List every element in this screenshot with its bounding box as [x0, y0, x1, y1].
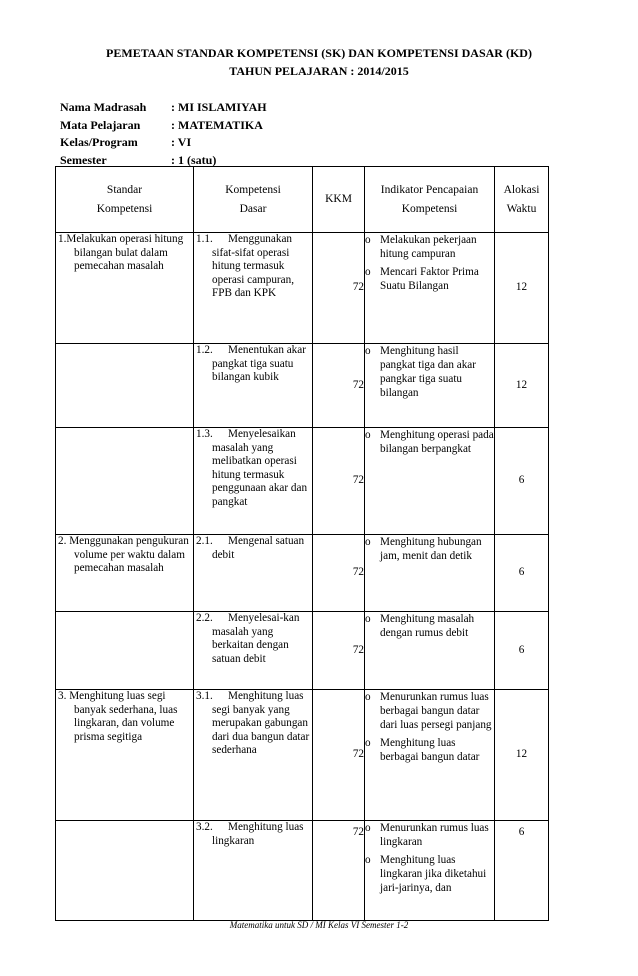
identity-block — [60, 99, 267, 169]
meta-value: : MI ISLAMIYAH — [171, 100, 267, 114]
alokasi-cell: 6 — [495, 612, 549, 690]
indikator-item: o Menghitung luas lingkaran jika diketahui jari-jarinya, dan — [365, 854, 487, 894]
table-row — [56, 428, 549, 535]
indikator-cell — [365, 428, 495, 535]
sk-cell: 2. Menggunakan pengukuran volume per waktu dalam pemecahan masalah — [56, 535, 194, 612]
indikator-item: o Menurunkan rumus luas berbagai bangun datar dari luas persegi panjang — [365, 691, 492, 731]
kd-cell: 2.1. Mengenal satuan debit — [194, 535, 313, 612]
meta-value: : 1 (satu) — [171, 152, 217, 167]
bullet-icon: o — [365, 822, 371, 834]
meta-label: Mata Pelajaran — [60, 117, 141, 132]
indikator-item: o Menghitung operasi pada bilangan berpangkat — [365, 429, 494, 455]
header-indikator: Indikator Pencapaian Kompetensi — [365, 167, 495, 233]
indikator-cell — [365, 344, 495, 428]
title-line-1: PEMETAAN STANDAR KOMPETENSI (SK) DAN KOMPETENSI DASAR (KD) — [106, 46, 532, 60]
indikator-cell — [365, 821, 495, 921]
bullet-icon: o — [365, 266, 371, 278]
sk-cell — [56, 821, 194, 921]
indikator-cell — [365, 233, 495, 344]
header-standar-kompetensi: Standar Kompetensi — [56, 167, 194, 233]
indikator-item: o Mencari Faktor Prima Suatu Bilangan — [365, 266, 479, 292]
indikator-item: o Menghitung luas berbagai bangun datar — [365, 737, 480, 763]
kkm-cell: 72 — [313, 821, 365, 921]
bullet-icon: o — [365, 854, 371, 866]
page-footer: Matematika untuk SD / MI Kelas VI Semester 1-2 — [229, 920, 409, 930]
kd-cell: 1.2. Menentukan akar pangkat tiga suatu bilangan kubik — [194, 344, 313, 428]
alokasi-cell: 6 — [495, 535, 549, 612]
kkm-cell: 72 — [313, 535, 365, 612]
table-row — [56, 612, 549, 690]
table-row — [56, 535, 549, 612]
meta-row-madrasah — [60, 99, 267, 117]
indikator-item: o Menghitung hasil pangkat tiga dan akar pangkar tiga suatu bilangan — [365, 345, 476, 399]
meta-label: Kelas/Program — [60, 135, 138, 149]
sk-cell — [56, 612, 194, 690]
header-kkm: KKM — [313, 167, 365, 233]
header-alokasi-waktu: Alokasi Waktu — [495, 167, 549, 233]
indikator-cell — [365, 690, 495, 821]
kd-cell: 1.1. Menggunakan sifat-sifat operasi hitung termasuk operasi campuran, FPB dan KPK — [194, 233, 313, 344]
indikator-item: o Melakukan pekerjaan hitung campuran — [365, 234, 477, 260]
sk-cell — [56, 344, 194, 428]
sk-cell: 1.Melakukan operasi hitung bilangan bulat dalam pemecahan masalah — [56, 233, 194, 344]
bullet-icon: o — [365, 536, 371, 548]
kd-cell: 3.1. Menghitung luas segi banyak yang merupakan gabungan dari dua bangun datar sederhana — [194, 690, 313, 821]
kkm-cell: 72 — [313, 428, 365, 535]
bullet-icon: o — [365, 613, 371, 625]
alokasi-cell: 12 — [495, 344, 549, 428]
alokasi-cell: 12 — [495, 690, 549, 821]
kd-cell: 2.2. Menyelesai-kan masalah yang berkaitan dengan satuan debit — [194, 612, 313, 690]
kkm-cell: 72 — [313, 344, 365, 428]
table-row — [56, 233, 549, 344]
sk-cell — [56, 428, 194, 535]
kkm-cell: 72 — [313, 612, 365, 690]
meta-row-mapel — [60, 117, 267, 135]
bullet-icon: o — [365, 737, 371, 749]
table-row — [56, 821, 549, 921]
bullet-icon: o — [365, 691, 371, 703]
indikator-cell — [365, 535, 495, 612]
kd-cell: 3.2. Menghitung luas lingkaran — [194, 821, 313, 921]
bullet-icon: o — [365, 234, 371, 246]
indikator-item: o Menghitung masalah dengan rumus debit — [365, 613, 475, 639]
alokasi-cell: 6 — [495, 821, 549, 921]
title-line-2: TAHUN PELAJARAN : 2014/2015 — [229, 64, 409, 78]
alokasi-cell: 6 — [495, 428, 549, 535]
sk-kd-table — [55, 166, 549, 921]
table-header-row — [56, 167, 549, 233]
indikator-item: o Menghitung hubungan jam, menit dan detik — [365, 536, 482, 562]
document-title — [0, 44, 638, 80]
bullet-icon: o — [365, 429, 371, 441]
bullet-icon: o — [365, 345, 371, 357]
meta-row-kelas — [60, 134, 267, 152]
meta-label: Semester — [60, 152, 107, 167]
table-row — [56, 690, 549, 821]
table-row — [56, 344, 549, 428]
meta-value: : MATEMATIKA — [171, 117, 263, 132]
indikator-item: o Menurunkan rumus luas lingkaran — [365, 822, 489, 848]
kkm-cell: 72 — [313, 690, 365, 821]
meta-label: Nama Madrasah — [60, 100, 147, 114]
sk-cell: 3. Menghitung luas segi banyak sederhana, luas lingkaran, dan volume prisma segitiga — [56, 690, 194, 821]
kd-cell: 1.3. Menyelesaikan masalah yang melibatkan operasi hitung termasuk penggunaan akar dan pangkat — [194, 428, 313, 535]
alokasi-cell: 12 — [495, 233, 549, 344]
kkm-cell: 72 — [313, 233, 365, 344]
meta-value: : VI — [171, 135, 192, 149]
indikator-cell — [365, 612, 495, 690]
header-kompetensi-dasar: Kompetensi Dasar — [194, 167, 313, 233]
